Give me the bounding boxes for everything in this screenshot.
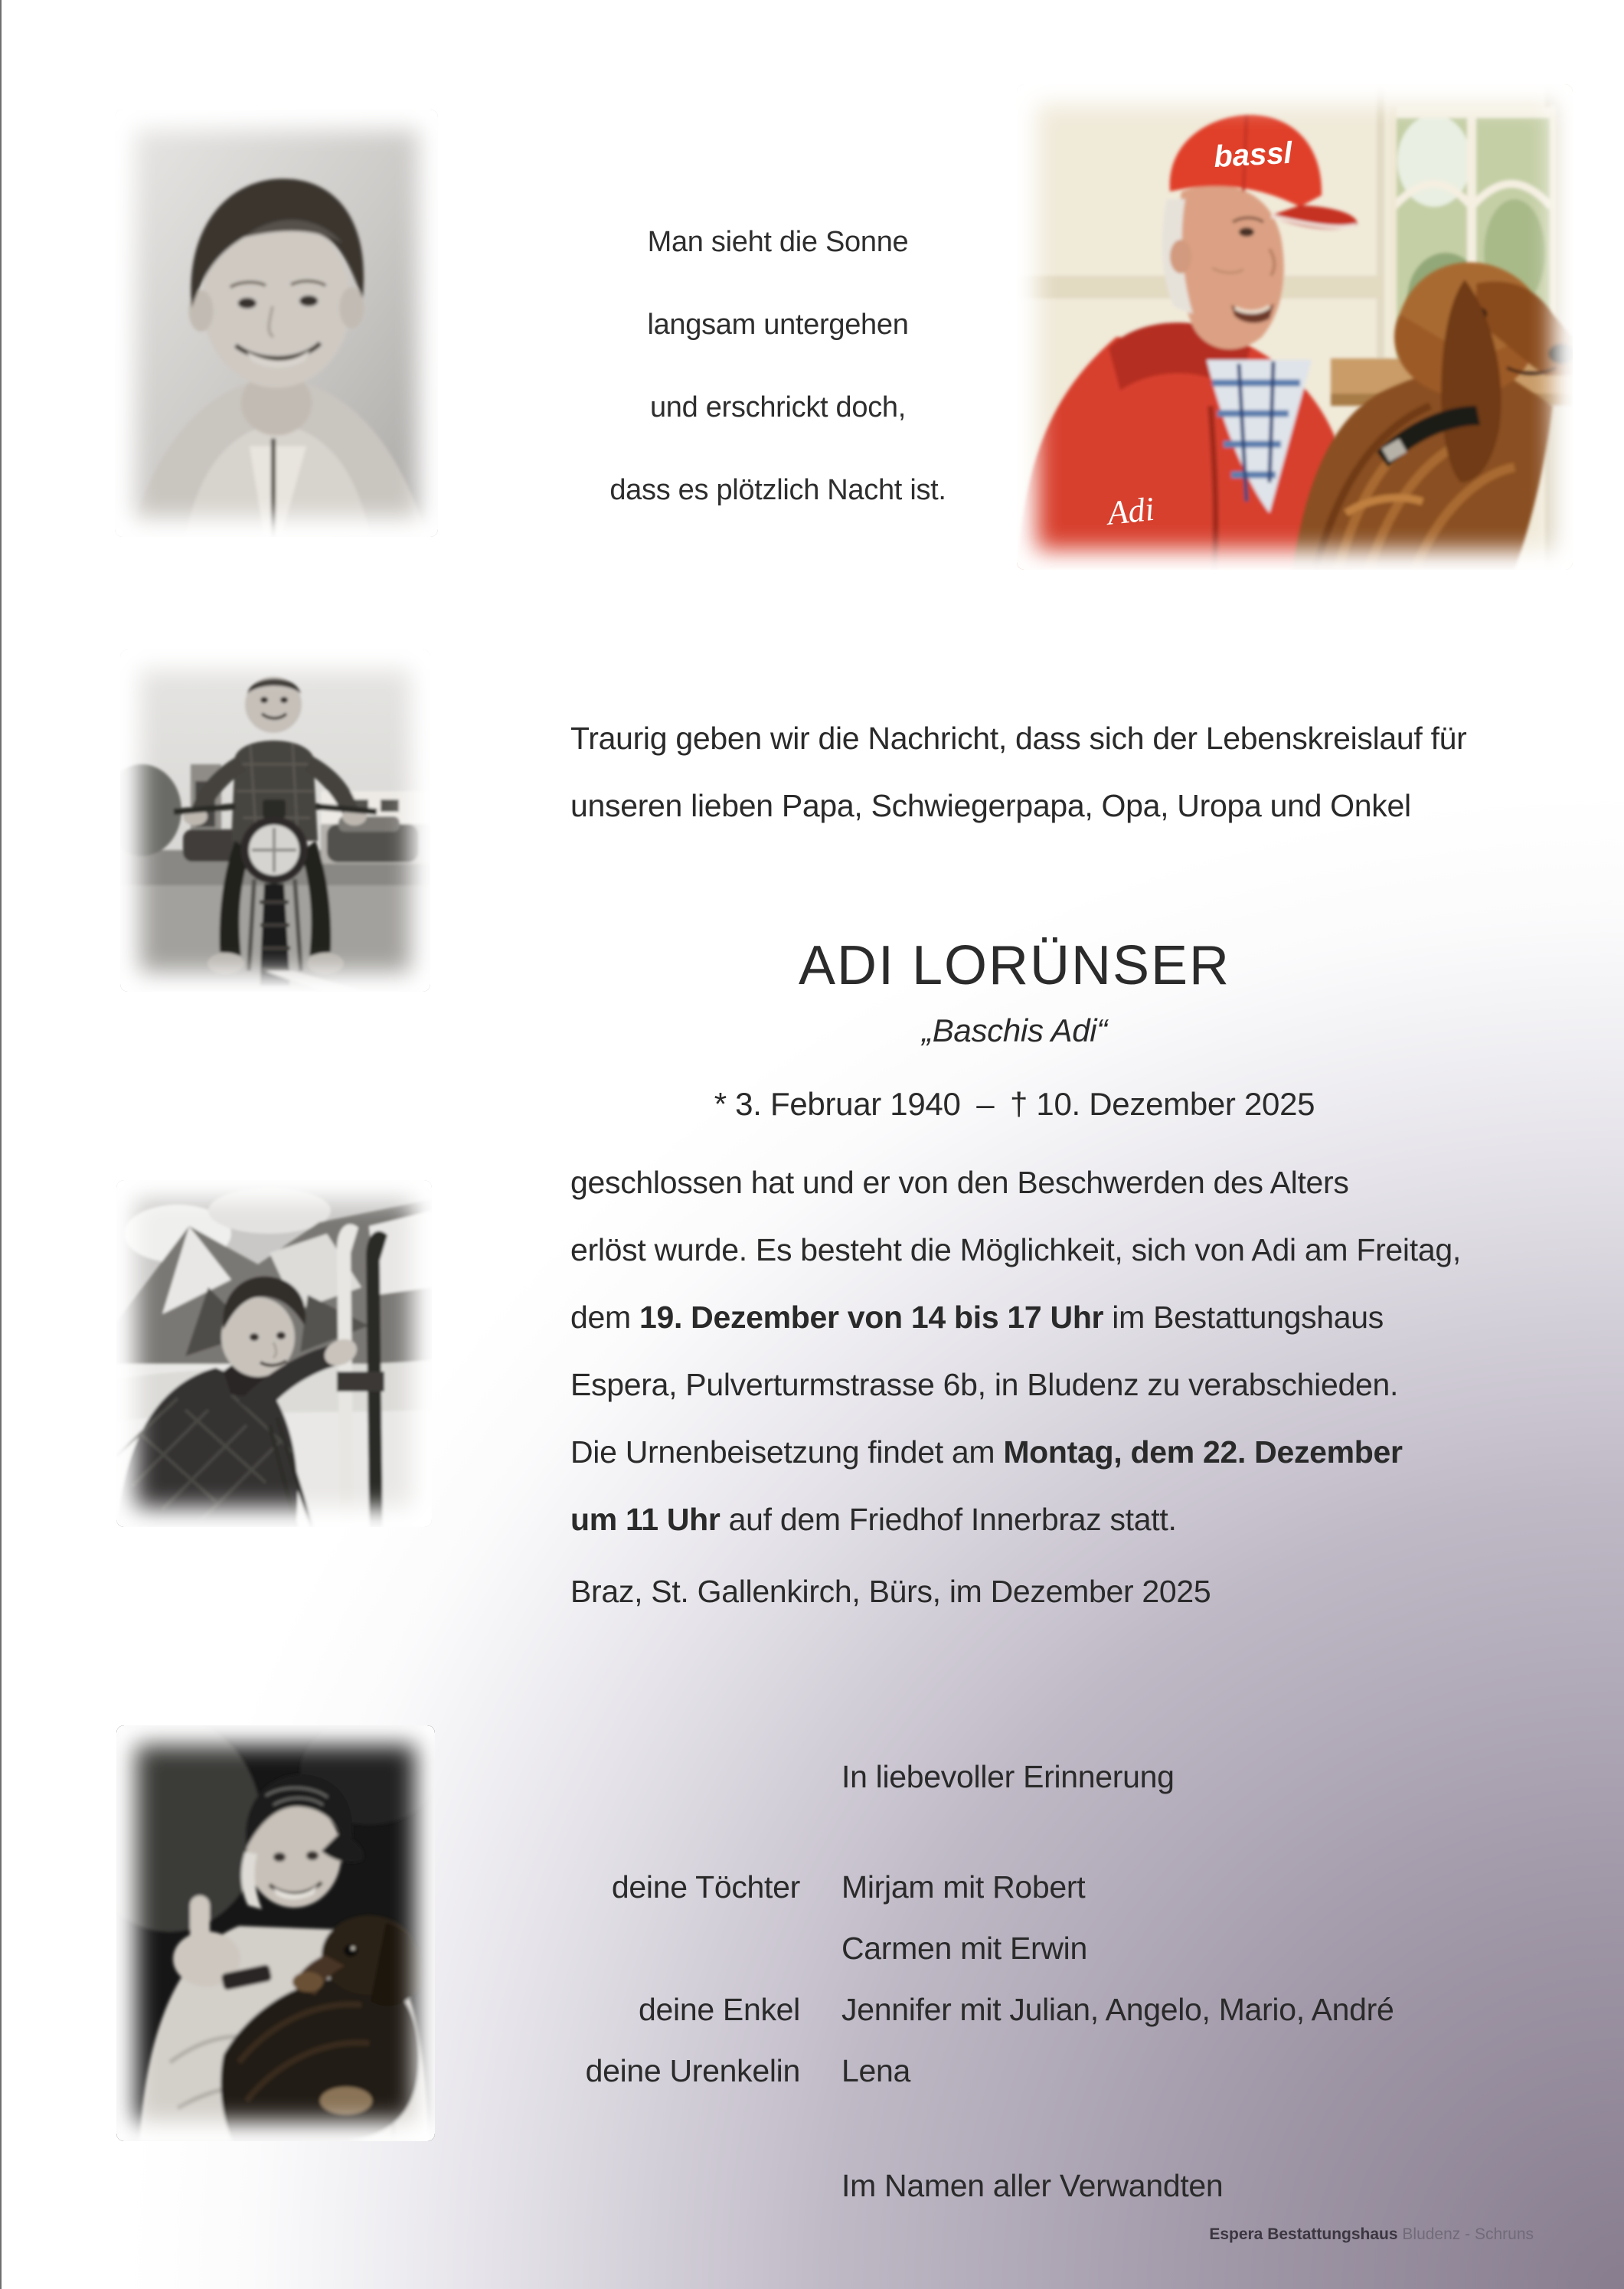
poem-line: und erschrickt doch, <box>649 391 907 423</box>
deceased-nickname: „Baschis Adi“ <box>922 1012 1107 1048</box>
poem-line: langsam untergehen <box>647 309 909 341</box>
motorcycle-illustration <box>120 649 430 992</box>
family-relation-label: deine Enkel <box>639 1992 800 2027</box>
announcement-line: Traurig geben wir die Nachricht, dass sich der Lebenskreislauf für <box>570 721 1467 756</box>
photo-man-with-dog-bw <box>116 1725 435 2141</box>
photo-man-with-dog-color <box>1017 84 1573 570</box>
remembrance-closing: Im Namen aller Verwandten <box>841 2168 1224 2203</box>
ceremony-line: Die Urnenbeisetzung findet am Montag, dem 22. Dezember <box>570 1434 1403 1470</box>
family-relation-label: deine Töchter <box>611 1869 800 1905</box>
family-row <box>570 1856 1394 1918</box>
funeral-home-footer <box>1209 2225 1534 2244</box>
cap-logo-text: bassl <box>1213 136 1293 174</box>
page-left-edge-line <box>0 0 2 2289</box>
man-with-dog-illustration <box>1017 84 1573 570</box>
family-relation-label <box>570 1918 800 1979</box>
places-date-line: Braz, St. Gallenkirch, Bürs, im Dezember 2025 <box>570 1574 1211 1609</box>
jacket-embroidery-text: Adi <box>1105 489 1156 532</box>
announcement-line: unseren lieben Papa, Schwiegerpapa, Opa, Uropa und Onkel <box>570 788 1411 823</box>
deceased-name-block <box>555 936 1474 996</box>
family-list <box>570 1856 1394 2101</box>
family-row <box>570 1918 1394 1979</box>
photo-skier <box>116 1180 432 1527</box>
family-row <box>570 1979 1394 2040</box>
death-announcement <box>570 705 1467 839</box>
memorial-poem <box>548 201 1008 531</box>
family-row <box>570 2040 1394 2101</box>
poem-line: Man sieht die Sonne <box>647 226 909 258</box>
skier-illustration <box>116 1180 432 1527</box>
funeral-home-name: Espera Bestattungshaus <box>1209 2225 1398 2243</box>
ceremony-details <box>570 1149 1461 1553</box>
family-relation-label: deine Urenkelin <box>585 2053 800 2088</box>
family-names: Jennifer mit Julian, Angelo, Mario, André <box>841 1992 1394 2027</box>
deceased-name: ADI LORÜNSER <box>798 935 1231 996</box>
man-with-dog-bw-illustration <box>116 1725 435 2141</box>
photo-motorcycle <box>120 649 430 992</box>
boy-portrait-illustration <box>115 110 438 537</box>
family-names: Mirjam mit Robert <box>841 1869 1086 1905</box>
ceremony-line: Espera, Pulverturmstrasse 6b, in Bludenz zu verabschieden. <box>570 1367 1399 1402</box>
photo-boy-portrait <box>115 110 438 537</box>
poem-line: dass es plötzlich Nacht ist. <box>609 474 946 506</box>
birth-death-dates: * 3. Februar 1940 – † 10. Dezember 2025 <box>714 1086 1315 1122</box>
ceremony-line: dem 19. Dezember von 14 bis 17 Uhr im Bestattungshaus <box>570 1300 1384 1335</box>
funeral-home-location: Bludenz - Schruns <box>1402 2225 1534 2243</box>
family-names: Carmen mit Erwin <box>841 1931 1087 1966</box>
ceremony-line: geschlossen hat und er von den Beschwerden des Alters <box>570 1165 1349 1200</box>
family-names: Lena <box>841 2053 911 2088</box>
ceremony-line: erlöst wurde. Es besteht die Möglichkeit, sich von Adi am Freitag, <box>570 1232 1461 1267</box>
ceremony-line: um 11 Uhr auf dem Friedhof Innerbraz statt. <box>570 1502 1177 1537</box>
remembrance-title: In liebevoller Erinnerung <box>841 1759 1175 1794</box>
